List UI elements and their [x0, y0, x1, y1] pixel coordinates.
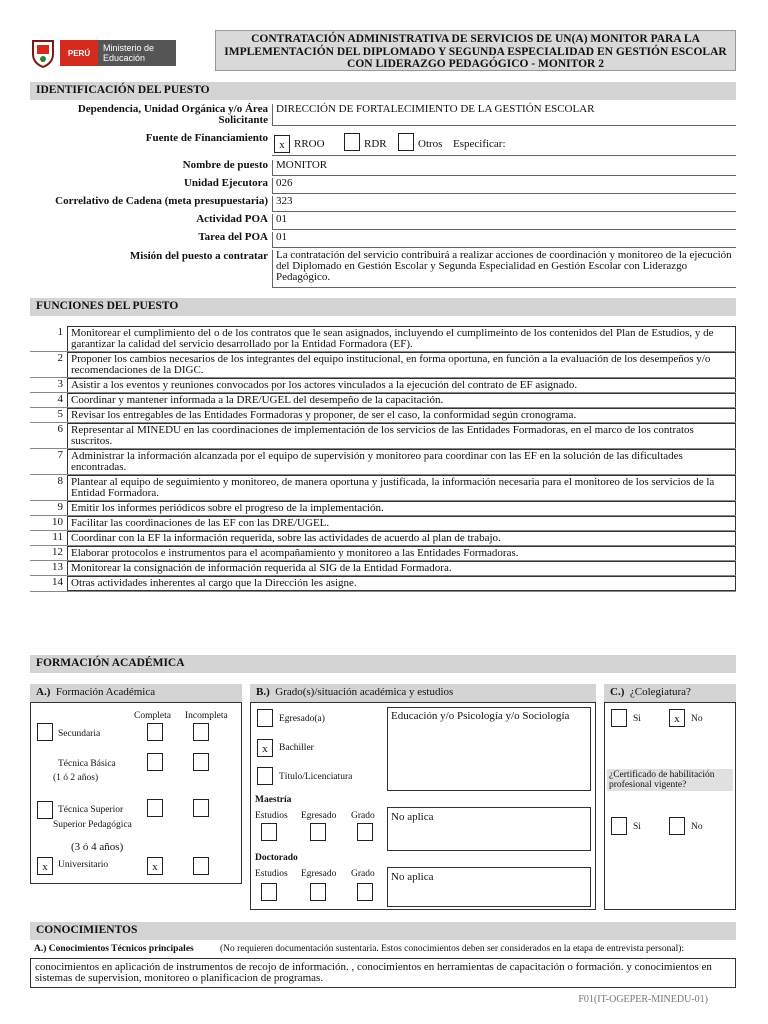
funcion-row	[30, 393, 736, 408]
maestria-label: Maestría	[255, 795, 292, 805]
funcion-number: 9	[57, 501, 63, 513]
actividad-label: Actividad POA	[196, 213, 268, 225]
funcion-row	[30, 561, 736, 576]
section-identificacion: IDENTIFICACIÓN DEL PUESTO	[30, 82, 736, 100]
doctorado-grado-label: Grado	[351, 869, 375, 879]
formacion-b-header	[250, 684, 596, 702]
tecnica-superior-incompleta-checkbox[interactable]	[193, 799, 209, 817]
colegiatura-si-label: Si	[633, 714, 641, 724]
nombre-value: MONITOR	[272, 160, 736, 176]
actividad-value: 01	[272, 214, 736, 230]
colegiatura-no-label: No	[691, 714, 703, 724]
maestria-egresado-label: Egresado	[301, 811, 337, 821]
funcion-number: 2	[57, 352, 63, 364]
correlativo-label: Correlativo de Cadena (meta presupuestaria)	[55, 195, 268, 207]
maestria-estudios-label: Estudios	[255, 811, 288, 821]
certificado-no-label: No	[691, 822, 703, 832]
tecnica-superior-years: (3 ó 4 años)	[71, 841, 124, 853]
formacion-a-letter: A.)	[36, 686, 51, 698]
correlativo-value: 323	[272, 196, 736, 212]
conocimientos-a-title: A.) Conocimientos Técnicos principales	[34, 944, 194, 954]
funcion-row	[30, 326, 736, 352]
tecnica-basica-completa-checkbox[interactable]	[147, 753, 163, 771]
funcion-number: 1	[57, 326, 63, 338]
funcion-row	[30, 576, 736, 592]
formacion-a-title: Formación Académica	[55, 686, 156, 698]
bachiller-checkbox[interactable]: x	[257, 739, 273, 757]
tarea-value: 01	[272, 232, 736, 248]
funcion-text: Revisar los entregables de las Entidades Formadoras y proponer, de ser el caso, la conformidad según cronograma.	[67, 408, 736, 422]
titulo-label: Título/Licenciatura	[279, 772, 353, 782]
doctorado-grado-checkbox[interactable]	[357, 883, 373, 901]
funcion-text: Facilitar las coordinaciones de las EF con las DRE/UGEL.	[67, 516, 736, 530]
unidad-value: 026	[272, 178, 736, 194]
funcion-number: 7	[57, 449, 63, 461]
section-formacion: FORMACIÓN ACADÉMICA	[30, 655, 736, 673]
funcion-text: Administrar la información alcanzada por el equipo de supervisión y monitoreo para coordinar con las EF en la solución de las dificultades encontradas.	[67, 449, 736, 474]
fuente-rdr-checkbox[interactable]	[344, 133, 360, 151]
doctorado-egresado-label: Egresado	[301, 869, 337, 879]
formacion-c-header	[604, 684, 736, 702]
funcion-number: 13	[52, 561, 63, 573]
maestria-egresado-checkbox[interactable]	[310, 823, 326, 841]
fuente-row	[272, 133, 736, 156]
funcion-row	[30, 423, 736, 449]
funcion-number: 11	[52, 531, 63, 543]
secundaria-completa-checkbox[interactable]	[147, 723, 163, 741]
universitario-completa-checkbox[interactable]: x	[147, 857, 163, 875]
universitario-label: Universitario	[58, 860, 109, 870]
conocimientos-value: conocimientos en aplicación de instrumentos de recojo de información. , conocimientos en herramientas de capacitación o formación. y conocimientos en sistemas de supervision, monitoreo o planificacion de programas.	[30, 958, 736, 988]
funcion-text: Asistir a los eventos y reuniones convocados por los actores vinculados a la ejecución del contrato de EF asignado.	[67, 378, 736, 392]
funcion-row	[30, 501, 736, 516]
formacion-a-header	[30, 684, 242, 702]
funcion-row	[30, 449, 736, 475]
form-code: F01(IT-OGEPER-MINEDU-01)	[578, 994, 708, 1005]
funcion-text: Representar al MINEDU en las coordinaciones de implementación de los servicios de las Entidades Formadoras, en el marco de los contratos suscritos.	[67, 423, 736, 448]
egresado-checkbox[interactable]	[257, 709, 273, 727]
certificado-si-checkbox[interactable]	[611, 817, 627, 835]
certificado-label: ¿Certificado de habilitación profesional vigente?	[607, 769, 733, 791]
doctorado-label: Doctorado	[255, 853, 298, 863]
colegiatura-no-checkbox[interactable]: x	[669, 709, 685, 727]
maestria-value: No aplica	[387, 807, 591, 851]
fuente-otros-checkbox[interactable]	[398, 133, 414, 151]
section-conocimientos: CONOCIMIENTOS	[30, 922, 736, 940]
funcion-number: 12	[52, 546, 63, 558]
superior-pedagogica-label: Superior Pedagógica	[53, 820, 132, 830]
tecnica-superior-checkbox[interactable]	[37, 801, 53, 819]
maestria-grado-label: Grado	[351, 811, 375, 821]
funcion-text: Proponer los cambios necesarios de los integrantes del equipo institucional, en forma oportuna, en función a la evaluación de los desempeños y/o recomendaciones de la DIGC.	[67, 352, 736, 377]
dependencia-label: Dependencia, Unidad Orgánica y/o Área Solicitante	[77, 103, 268, 126]
funcion-text: Emitir los informes periódicos sobre el progreso de la implementación.	[67, 501, 736, 515]
tarea-label: Tarea del POA	[198, 231, 268, 243]
fuente-rroo-label: RROO	[294, 138, 325, 150]
funcion-number: 14	[52, 576, 63, 588]
mision-label: Misión del puesto a contratar	[129, 250, 268, 262]
funcion-text: Otras actividades inherentes al cargo que la Dirección les asigne.	[67, 576, 736, 591]
doctorado-estudios-checkbox[interactable]	[261, 883, 277, 901]
secundaria-incompleta-checkbox[interactable]	[193, 723, 209, 741]
conocimientos-a-note: (No requieren documentación sustentaria. Estos conocimientos deben ser considerados en la etapa de entrevista personal):	[220, 944, 685, 954]
formacion-c-title: ¿Colegiatura?	[629, 686, 691, 698]
logo-ministry: Ministerio de Educación	[98, 40, 176, 66]
funcion-number: 4	[57, 393, 63, 405]
universitario-checkbox[interactable]: x	[37, 857, 53, 875]
doctorado-egresado-checkbox[interactable]	[310, 883, 326, 901]
minedu-logo	[30, 33, 180, 73]
fuente-rroo-checkbox[interactable]: x	[274, 135, 290, 153]
tecnica-basica-incompleta-checkbox[interactable]	[193, 753, 209, 771]
formacion-a-panel	[30, 702, 242, 884]
funcion-text: Coordinar con la EF la información requerida, sobre las actividades de acuerdo al plan de trabajo.	[67, 531, 736, 545]
colegiatura-si-checkbox[interactable]	[611, 709, 627, 727]
completa-label: Completa	[134, 711, 171, 721]
fuente-rdr-label: RDR	[364, 138, 387, 150]
funcion-text: Coordinar y mantener informada a la DRE/UGEL del desempeño de la capacitación.	[67, 393, 736, 407]
bachiller-label: Bachiller	[279, 743, 314, 753]
egresado-label: Egresado(a)	[279, 714, 325, 724]
logo-country: PERÚ	[60, 40, 98, 66]
dependencia-value: DIRECCIÓN DE FORTALECIMIENTO DE LA GESTIÓN ESCOLAR	[272, 104, 736, 126]
fuente-especificar-label: Especificar:	[453, 138, 506, 150]
secundaria-label: Secundaria	[58, 729, 101, 739]
funcion-text: Plantear al equipo de seguimiento y monitoreo, de manera oportuna y justificada, la información necesaria para el monitoreo de los servicios de la Entidad Formadora.	[67, 475, 736, 500]
funcion-text: Elaborar protocolos e instrumentos para el acompañamiento y monitoreo a las Entidades Formadoras.	[67, 546, 736, 560]
funciones-table	[30, 326, 736, 592]
tecnica-superior-completa-checkbox[interactable]	[147, 799, 163, 817]
funcion-number: 8	[57, 475, 63, 487]
certificado-si-label: Si	[633, 822, 641, 832]
funcion-row	[30, 408, 736, 423]
tecnica-basica-label: Técnica Básica	[58, 759, 116, 769]
funcion-row	[30, 475, 736, 501]
funcion-text: Monitorear el cumplimiento del o de los contratos que le sean asignados, incluyendo el cumplimeinto de los contenidos del Plan de Estudios, y de garantizar la calidad del servicio desarrollado por la Entidad Formadora (EF).	[67, 326, 736, 351]
maestria-grado-checkbox[interactable]	[357, 823, 373, 841]
tecnica-superior-label: Técnica Superior	[58, 805, 124, 815]
funcion-number: 10	[52, 516, 63, 528]
fuente-label: Fuente de Financiamiento	[145, 132, 268, 144]
unidad-label: Unidad Ejecutora	[183, 177, 268, 189]
maestria-estudios-checkbox[interactable]	[261, 823, 277, 841]
tecnica-basica-years: (1 ó 2 años)	[53, 773, 99, 783]
coat-of-arms-icon	[30, 36, 56, 70]
formacion-c-letter: C.)	[610, 686, 625, 698]
formacion-b-title: Grado(s)/situación académica y estudios	[275, 686, 454, 698]
secundaria-checkbox[interactable]	[37, 723, 53, 741]
funcion-row	[30, 546, 736, 561]
certificado-no-checkbox[interactable]	[669, 817, 685, 835]
funcion-row	[30, 531, 736, 546]
document-title: CONTRATACIÓN ADMINISTRATIVA DE SERVICIOS DE UN(A) MONITOR PARA LA IMPLEMENTACIÓN DEL DIPLOMADO Y SEGUNDA ESPECIALIDAD EN GESTIÓN ESCOLAR CON LIDERAZGO PEDAGÓGICO - MONITOR 2	[215, 30, 736, 71]
funcion-row	[30, 378, 736, 393]
formacion-b-panel	[250, 702, 596, 910]
incompleta-label: Incompleta	[185, 711, 228, 721]
doctorado-value: No aplica	[387, 867, 591, 907]
formacion-b-letter: B.)	[256, 686, 270, 698]
carreras-box: Educación y/o Psicología y/o Sociología	[387, 707, 591, 791]
formacion-c-panel	[604, 702, 736, 910]
doctorado-estudios-label: Estudios	[255, 869, 288, 879]
titulo-checkbox[interactable]	[257, 767, 273, 785]
funcion-number: 5	[57, 408, 63, 420]
fuente-otros-label: Otros	[418, 138, 443, 150]
universitario-incompleta-checkbox[interactable]	[193, 857, 209, 875]
funcion-number: 3	[57, 378, 63, 390]
funcion-row	[30, 516, 736, 531]
funcion-number: 6	[57, 423, 63, 435]
section-funciones: FUNCIONES DEL PUESTO	[30, 298, 736, 316]
nombre-label: Nombre de puesto	[182, 159, 268, 171]
funcion-row	[30, 352, 736, 378]
mision-value: La contratación del servicio contribuirá a realizar acciones de coordinación y monitoreo de la ejecución del Diplomado en Gestión Escolar y Segunda Especialidad en Gestión Escolar con Liderazgo Pedagógico.	[272, 250, 736, 288]
funcion-text: Monitorear la consignación de información requerida al SIG de la Entidad Formadora.	[67, 561, 736, 575]
